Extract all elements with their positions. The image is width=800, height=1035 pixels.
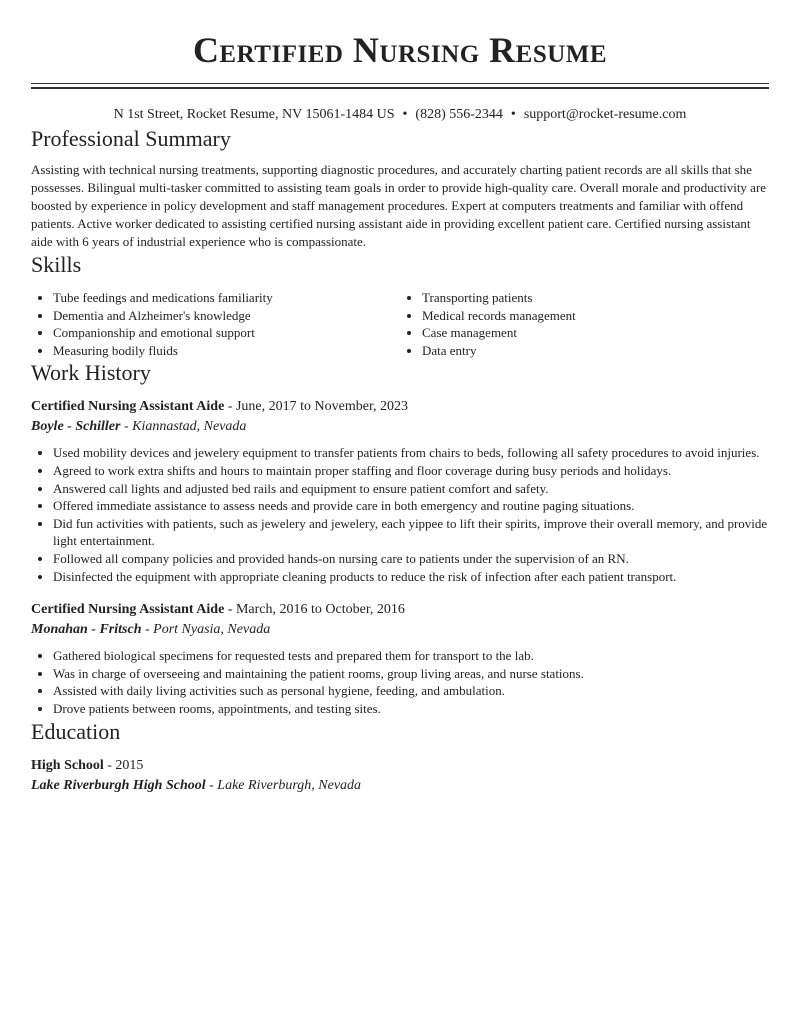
job-company: Boyle - Schiller	[31, 419, 121, 435]
skill-item: • Case management	[422, 324, 769, 342]
skills-column-left	[31, 289, 400, 359]
job-company: Monahan - Fritsch	[31, 622, 142, 638]
contact-email: support@rocket-resume.com	[523, 107, 687, 122]
duty-item: • Disinfected the equipment with appropriate cleaning products to reduce the risk of infection after each patient transport.	[53, 568, 769, 586]
education-entry	[31, 756, 769, 796]
skill-item: • Companionship and emotional support	[53, 324, 400, 342]
contact-line	[31, 105, 769, 125]
job-employer	[31, 620, 769, 640]
duty-item: • Drove patients between rooms, appointments, and testing sites.	[53, 700, 769, 718]
skill-item: • Data entry	[422, 342, 769, 360]
skill-item: • Dementia and Alzheimer's knowledge	[53, 307, 400, 325]
job-location: - Port Nyasia, Nevada	[141, 622, 271, 638]
skill-item: • Measuring bodily fluids	[53, 342, 400, 360]
job-entry	[31, 600, 769, 717]
duty-item: • Used mobility devices and jewelery equipment to transfer patients from chairs to beds, following all safety procedures to avoid injuries.	[53, 444, 769, 462]
job-header	[31, 397, 769, 417]
job-dates: - June, 2017 to November, 2023	[224, 399, 409, 415]
contact-separator: •	[402, 107, 408, 122]
education-institution	[31, 776, 769, 796]
education-header	[31, 756, 769, 776]
education-school: Lake Riverburgh High School	[31, 777, 206, 793]
job-entry	[31, 397, 769, 585]
skill-item: • Transporting patients	[422, 289, 769, 307]
job-title: Certified Nursing Assistant Aide	[31, 602, 225, 618]
job-employer	[31, 417, 769, 437]
duty-item: • Offered immediate assistance to assess needs and provide care in both emergency and routine paging situations.	[53, 497, 769, 515]
job-title: Certified Nursing Assistant Aide	[31, 399, 225, 415]
duty-item: • Answered call lights and adjusted bed rails and equipment to ensure patient comfort and safety.	[53, 480, 769, 498]
contact-separator: •	[510, 107, 516, 122]
duty-item: • Assisted with daily living activities such as personal hygiene, feeding, and ambulation.	[53, 682, 769, 700]
job-location: - Kiannastad, Nevada	[120, 419, 247, 435]
job-dates: - March, 2016 to October, 2016	[224, 602, 405, 618]
duty-item: • Agreed to work extra shifts and hours to maintain proper staffing and floor coverage during busy periods and holidays.	[53, 462, 769, 480]
skills-column-right	[400, 289, 769, 359]
skills-heading: Skills	[31, 252, 82, 277]
contact-address: N 1st Street, Rocket Resume, NV 15061-1484 US	[113, 107, 395, 122]
work-history-heading: Work History	[31, 360, 151, 386]
education-year: - 2015	[103, 757, 144, 773]
summary-heading: Professional Summary	[31, 126, 231, 151]
resume-title: Certified Nursing Resume	[192, 30, 608, 70]
duty-item: • Did fun activities with patients, such as jewelery and jewelery, each yippee to lift their spirits, improve their overall memory, and provide light entertainment.	[53, 515, 769, 550]
skill-item: • Medical records management	[422, 307, 769, 325]
education-degree: High School	[31, 757, 104, 773]
duty-item: • Gathered biological specimens for requested tests and prepared them for transport to the lab.	[53, 647, 769, 665]
job-duties	[31, 647, 769, 717]
skills-list	[31, 289, 769, 359]
education-heading: Education	[31, 718, 121, 744]
duty-item: • Was in charge of overseeing and maintaining the patient rooms, group living areas, and nurse stations.	[53, 665, 769, 683]
skill-item: • Tube feedings and medications familiarity	[53, 289, 400, 307]
summary-text: Assisting with technical nursing treatments, supporting diagnostic procedures, and accurately charting patient records are all skills that she possesses. Bilingual multi-tasker committed to assisting team goals in order to provide high-quality care. Overall morale and productivity are boosted by experience in policy development and staff management procedures. Expert at computers treatments and familiar with offend patients. Active worker dedicated to assisting certified nursing assistant aide in providing excellent patient care. Certified nursing assistant aide with 6 years of industrial experience who is compassionate.	[31, 162, 767, 249]
contact-phone: (828) 556-2344	[415, 107, 503, 122]
education-location: - Lake Riverburgh, Nevada	[205, 777, 362, 793]
job-duties	[31, 444, 769, 585]
duty-item: • Followed all company policies and provided hands-on nursing care to patients under the supervision of an RN.	[53, 550, 769, 568]
job-header	[31, 600, 769, 620]
title-divider	[31, 83, 769, 89]
